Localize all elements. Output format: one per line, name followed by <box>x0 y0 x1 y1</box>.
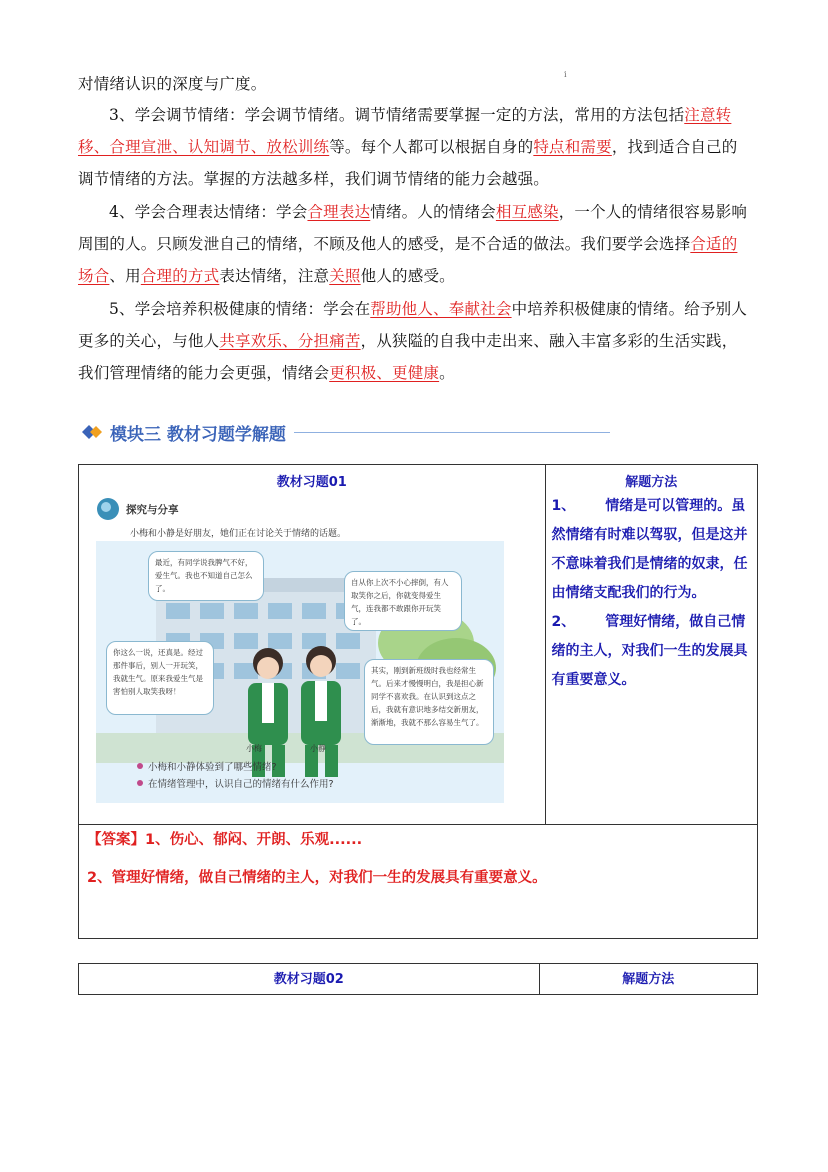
text-run: 他人的感受。 <box>360 267 455 285</box>
speech-bubble-2: 自从你上次不小心摔倒，有人取笑你之后，你就变得爱生气，连我都不敢跟你开玩笑了。 <box>344 571 462 631</box>
method-title: 解题方法 <box>622 972 675 987</box>
paragraph-5 <box>78 293 750 389</box>
text-run: 4、学会合理表达情绪：学会 <box>109 203 308 221</box>
method-text: 情绪是可以管理的。虽然情绪有时难以驾驭，但是这并不意味着我们是情绪的奴隶，任由情绪支配我们的行为。 <box>551 498 748 601</box>
text-run: 。 <box>439 364 455 382</box>
speech-bubble-4: 其实，刚到新班级时我也经常生气。后来才慢慢明白，我是担心新同学不喜欢我。在认识到这点之后，我就有意识地多结交新朋友，渐渐地，我就不那么容易生气了。 <box>364 659 494 745</box>
key-phrase: 关照 <box>329 267 361 285</box>
speech-bubble-3: 你这么一说，还真是。经过那件事后，别人一开玩笑，我就生气。原来我爱生气是害怕别人取笑我呀！ <box>106 641 214 715</box>
section-title: 模块三 教材习题学解题 <box>110 424 286 445</box>
paragraph-4 <box>78 196 750 292</box>
question-2: 在情绪管理中，认识自己的情绪有什么作用? <box>148 779 334 790</box>
answer-tag: 【答案】 <box>87 832 145 848</box>
text-run: 表达情绪，注意 <box>219 267 330 285</box>
answer-text: 1、伤心、郁闷、开朗、乐观...... <box>145 832 363 848</box>
method-text: 管理好情绪，做自己情绪的主人，对我们一生的发展具有重要意义。 <box>551 614 748 688</box>
method-number: 2、 <box>551 614 576 630</box>
exercise-02-method-cell <box>539 964 757 995</box>
text-run: 3、学会调节情绪：学会调节情绪。调节情绪需要掌握一定的方法，常用的方法包括 <box>109 106 685 124</box>
paragraph-text: 对情绪认识的深度与广度。 <box>78 75 267 93</box>
text-run: 情绪。人的情绪会 <box>370 203 496 221</box>
text-run: ，一个人的情绪很容易影响周围的人。只顾发泄自己的情绪，不顾及他人的感受，是不合适的做法。我们要学会选择 <box>78 203 748 253</box>
key-phrase: 合理的方式 <box>140 267 220 285</box>
exercise-02-question-cell <box>79 964 540 995</box>
text-run: ，从狭隘的自我中走出来、融入丰富多彩的生活实践，我们管理情绪的能力会更强，情绪会 <box>78 332 738 382</box>
text-run: 中培养积极健康的情绪。给予别人更多的关心，与他人 <box>78 300 748 350</box>
key-phrase: 共享欢乐、分担痛苦 <box>219 332 361 350</box>
textbook-illustration <box>96 493 504 803</box>
answer-line-1 <box>87 829 757 851</box>
illustration-header: 探究与分享 <box>126 504 179 516</box>
answer-line-2: 2、管理好情绪，做自己情绪的主人，对我们一生的发展具有重要意义。 <box>87 870 547 886</box>
text-run: 5、学会培养积极健康的情绪：学会在 <box>109 300 371 318</box>
key-phrase: 相互感染 <box>495 203 559 221</box>
text-run: 等。每个人都可以根据自身的 <box>329 138 534 156</box>
character-name-1: 小梅 <box>246 744 262 753</box>
paragraph-3 <box>78 99 750 195</box>
key-phrase: 帮助他人、奉献社会 <box>370 300 512 318</box>
character-name-2: 小静 <box>310 744 326 753</box>
key-phrase: 注意转移、合理宣泄、认知调节、放松训练 <box>78 106 732 156</box>
key-phrase: 合理表达 <box>307 203 371 221</box>
method-item-2 <box>546 608 757 695</box>
page-mark: ⅰ <box>564 70 567 79</box>
section-divider <box>294 432 610 433</box>
illustration-intro: 小梅和小静是好朋友，她们正在讨论关于情绪的话题。 <box>130 529 347 539</box>
method-item-1 <box>546 492 757 608</box>
key-phrase: 合适的场合 <box>78 235 738 285</box>
key-phrase: 特点和需要 <box>533 138 612 156</box>
section-header <box>80 418 610 446</box>
paragraph-0 <box>78 68 750 100</box>
exercise-01-method-cell <box>545 465 757 825</box>
exercise-02-table <box>78 963 758 995</box>
method-title: 解题方法 <box>625 475 678 490</box>
exercise-02-title: 教材习题02 <box>273 972 344 987</box>
text-run: 、用 <box>109 267 141 285</box>
speech-bubble-1: 最近，有同学说我脾气不好，爱生气。我也不知道自己怎么了。 <box>148 551 264 601</box>
diamond-arrow-icon <box>80 421 106 443</box>
question-1: 小梅和小静体验到了哪些情绪? <box>148 762 277 773</box>
exercise-01-title: 教材习题01 <box>276 475 347 490</box>
answer-cell <box>79 825 758 939</box>
text-run: ，找到适合自己的调节情绪的方法。掌握的方法越多样，我们调节情绪的能力会越强。 <box>78 138 738 188</box>
method-number: 1、 <box>551 498 576 514</box>
key-phrase: 更积极、更健康 <box>329 364 440 382</box>
